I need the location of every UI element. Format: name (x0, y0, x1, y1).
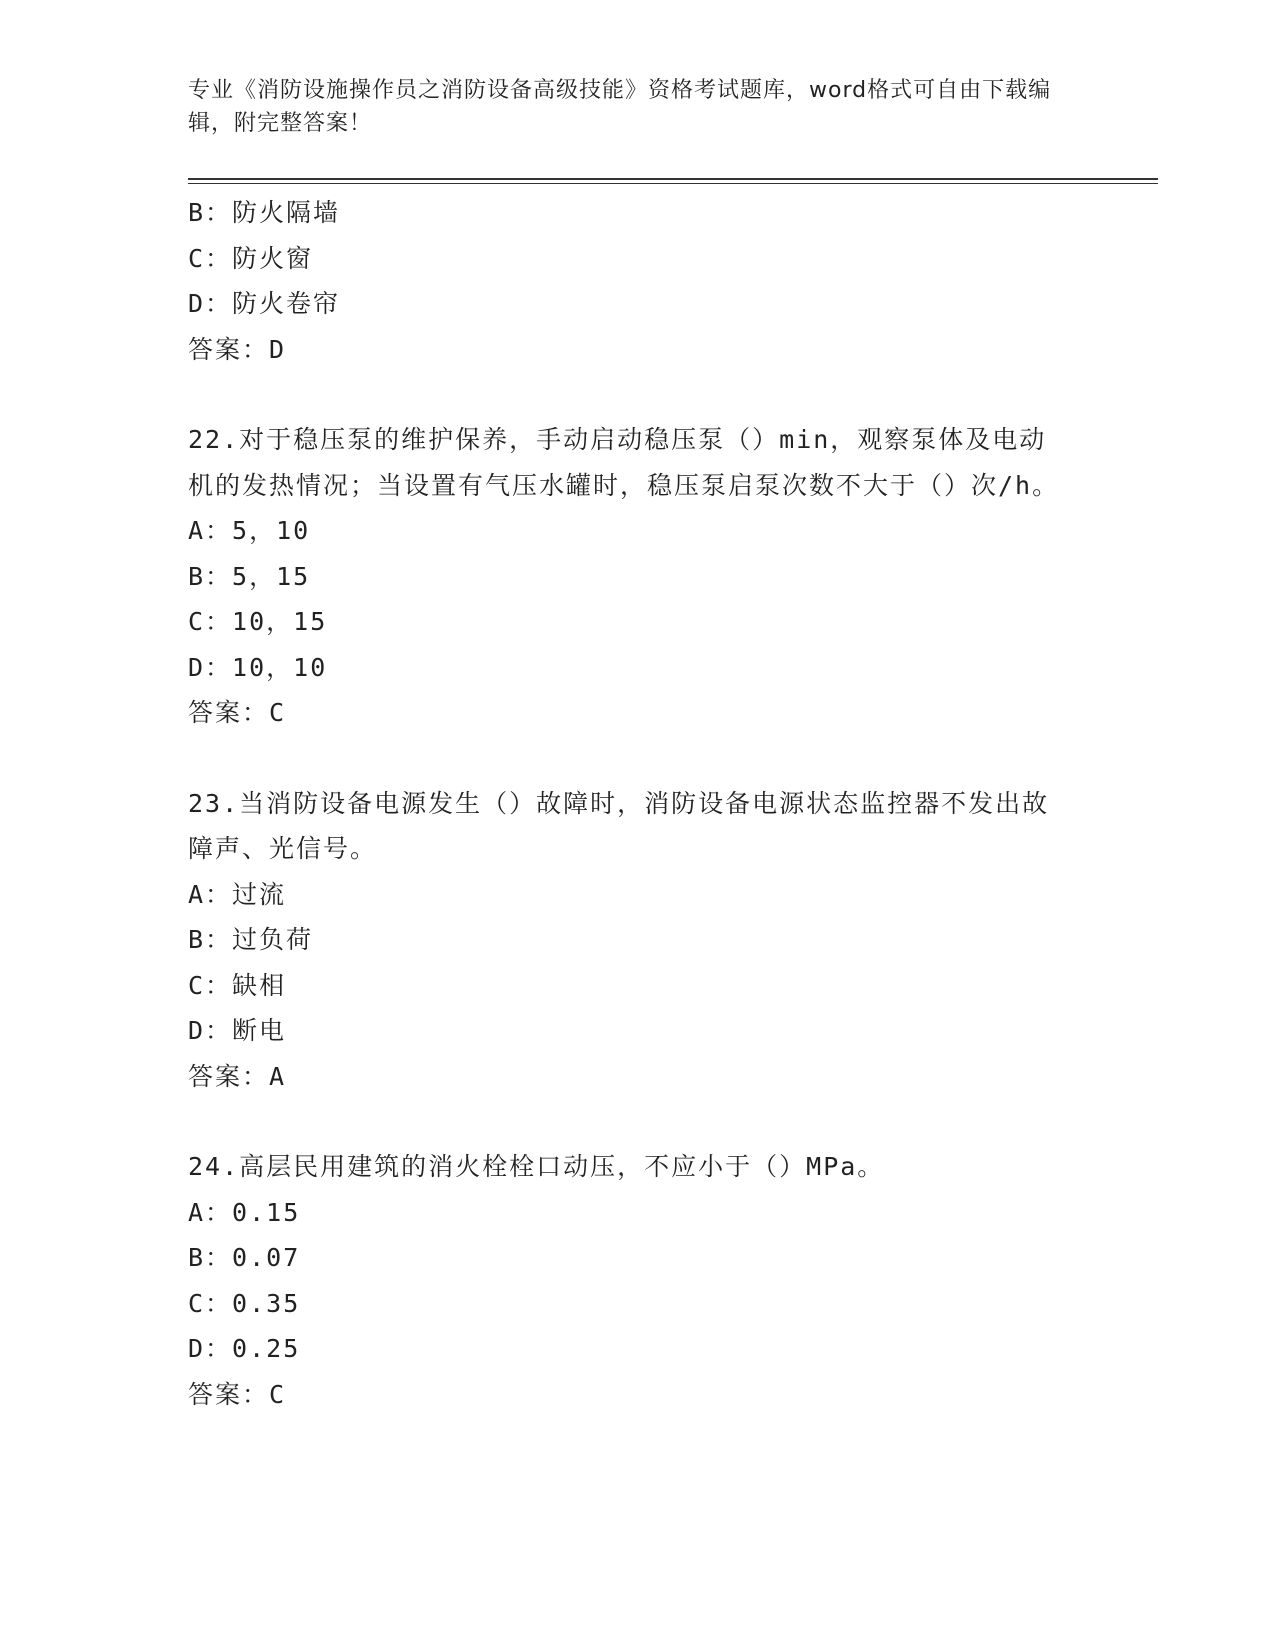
option-a: A：5，10 (188, 516, 311, 545)
option-c: C：防火窗 (188, 243, 314, 273)
question-stem: 23.当消防设备电源发生（）故障时，消防设备电源状态监控器不发出故障声、光信号。 (188, 788, 1050, 863)
answer-key: C (269, 698, 287, 727)
option-c: C：缺相 (188, 970, 287, 1000)
answer-label: 答案： (188, 1061, 270, 1091)
header-divider-thick (188, 178, 1158, 180)
question-22 (188, 417, 1088, 736)
option-d: D：10，10 (188, 652, 328, 682)
answer-line (188, 1372, 1088, 1418)
question-stem: 22.对于稳压泵的维护保养，手动启动稳压泵（）min，观察泵体及电动机的发热情况；当设置有气压水罐时，稳压泵启泵次数不大于（）次/h。 (188, 425, 1060, 500)
header-divider-thin (188, 183, 1158, 184)
option-c: C：0.35 (188, 1288, 301, 1318)
option-b: B：防火隔墙 (188, 198, 341, 227)
option-b: B：5，15 (188, 561, 311, 591)
answer-line (188, 690, 1088, 736)
answer-key: A (269, 1061, 287, 1091)
question-23 (188, 781, 1088, 1100)
option-d: D：0.25 (188, 1334, 301, 1363)
answer-label: 答案： (188, 698, 270, 727)
option-a: A：0.15 (188, 1197, 301, 1227)
answer-label: 答案： (188, 1379, 270, 1409)
answer-key: C (269, 1379, 287, 1409)
question-list (188, 190, 1088, 1462)
answer-line (188, 327, 1088, 373)
question-21-tail (188, 190, 1088, 372)
option-d: D：断电 (188, 1016, 287, 1045)
question-24 (188, 1144, 1088, 1417)
answer-label: 答案： (188, 334, 270, 364)
option-c: C：10，15 (188, 607, 328, 636)
option-a: A：过流 (188, 879, 287, 909)
answer-key: D (269, 334, 287, 364)
document-header: 专业《消防设施操作员之消防设备高级技能》资格考试题库，word格式可自由下载编辑，附完整答案！ (188, 78, 1052, 136)
option-b: B：过负荷 (188, 925, 314, 954)
option-b: B：0.07 (188, 1243, 301, 1272)
answer-line (188, 1054, 1088, 1100)
option-d: D：防火卷帘 (188, 289, 341, 318)
question-stem: 24.高层民用建筑的消火栓栓口动压，不应小于（）MPa。 (188, 1152, 885, 1181)
